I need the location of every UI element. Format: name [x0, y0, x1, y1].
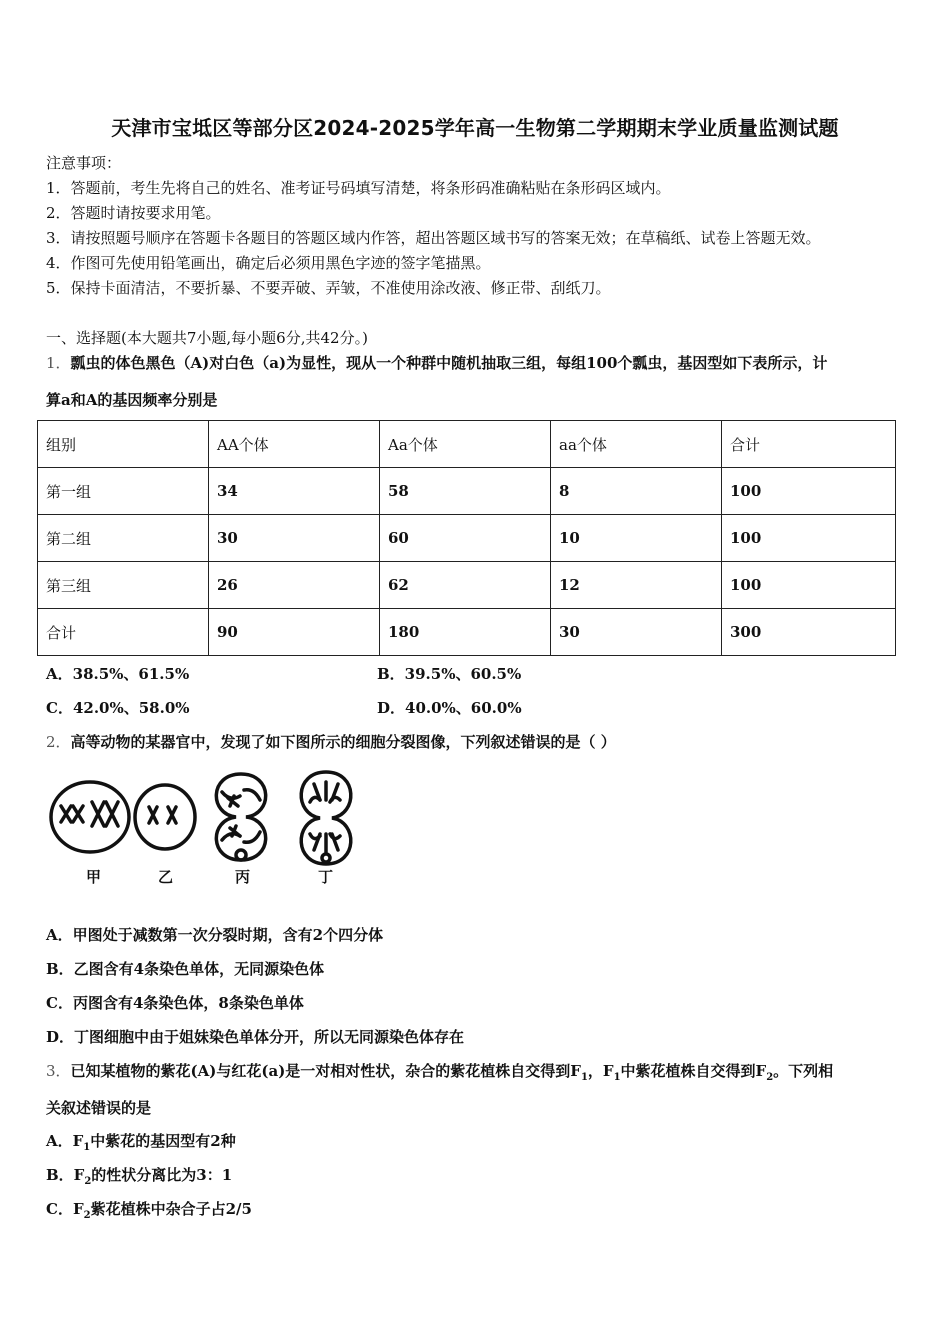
genotype-table	[37, 420, 896, 656]
table-cell: 300	[722, 609, 896, 656]
option-a-prefix: A．F	[46, 1132, 84, 1150]
table-cell: 180	[380, 609, 551, 656]
figure-label-ding: 丁	[318, 868, 334, 886]
cell-jia	[51, 782, 129, 852]
option-b-prefix: B．F	[46, 1166, 85, 1184]
table-cell: 58	[380, 468, 551, 515]
figure-label-yi: 乙	[158, 868, 174, 886]
table-header-cell: 合计	[722, 421, 896, 468]
question-1-text	[46, 352, 906, 373]
subscript: 2	[84, 1176, 92, 1187]
subscript: 1	[83, 1142, 91, 1153]
table-row	[38, 562, 896, 609]
table-cell: 100	[722, 562, 896, 609]
option-c[interactable]: C．42.0%、58.0%	[46, 699, 190, 717]
option-a[interactable]: A．甲图处于减数第一次分裂时期，含有2个四分体	[46, 926, 384, 944]
table-cell: 第一组	[38, 468, 209, 515]
option-c-prefix: C．F	[46, 1200, 84, 1218]
table-cell: 34	[209, 468, 380, 515]
table-cell: 10	[551, 515, 722, 562]
table-row	[38, 609, 896, 656]
table-cell: 12	[551, 562, 722, 609]
option-c[interactable]: C．丙图含有4条染色体，8条染色单体	[46, 994, 304, 1012]
option-b[interactable]: B．39.5%、60.5%	[377, 665, 522, 683]
subscript: 2	[83, 1210, 91, 1221]
question-2-text	[46, 731, 906, 752]
page-title: 天津市宝坻区等部分区2024-2025学年高一生物第二学期期末学业质量监测试题	[111, 116, 839, 140]
subscript: 1	[613, 1072, 621, 1083]
subscript: 1	[580, 1072, 588, 1083]
table-header-cell: Aa个体	[380, 421, 551, 468]
table-header-cell: aa个体	[551, 421, 722, 468]
table-cell: 60	[380, 515, 551, 562]
notice-item: 3．请按照题号顺序在答题卡各题目的答题区域内作答，超出答题区域书写的答案无效；在草稿纸、试卷上答题无效。	[46, 229, 821, 247]
cell-bing	[216, 774, 265, 860]
option-b-text: 的性状分离比为3：1	[91, 1166, 233, 1184]
table-header-cell: 组别	[38, 421, 209, 468]
table-cell: 100	[722, 515, 896, 562]
question-3-text	[46, 1060, 906, 1083]
option-c[interactable]	[46, 1198, 252, 1221]
cell-yi	[135, 785, 195, 849]
option-b[interactable]: B．乙图含有4条染色单体，无同源染色体	[46, 960, 325, 978]
figure-label-jia: 甲	[86, 868, 102, 886]
table-row	[38, 468, 896, 515]
option-b[interactable]	[46, 1164, 232, 1187]
table-cell: 30	[209, 515, 380, 562]
notice-item: 4．作图可先使用铅笔画出，确定后必须用黑色字迹的签字笔描黑。	[46, 254, 491, 272]
table-cell: 合计	[38, 609, 209, 656]
option-a[interactable]	[46, 1130, 236, 1153]
table-cell: 26	[209, 562, 380, 609]
table-cell: 8	[551, 468, 722, 515]
question-number: 3．	[46, 1062, 71, 1080]
table-cell: 第三组	[38, 562, 209, 609]
question-number: 1．	[46, 354, 71, 372]
option-a[interactable]: A．38.5%、61.5%	[46, 665, 190, 683]
notice-item: 5．保持卡面清洁，不要折暴、不要弄破、弄皱，不准使用涂改液、修正带、刮纸刀。	[46, 279, 611, 297]
figure-label-bing: 丙	[235, 868, 251, 886]
question-3-part: 已知某植物的紫花(A)与红花(a)是一对相对性状，杂合的紫花植株自交得到F	[70, 1062, 581, 1080]
question-3-part: 。下列相	[773, 1062, 834, 1080]
notice-item: 2．答题时请按要求用笔。	[46, 204, 221, 222]
table-header-cell: AA个体	[209, 421, 380, 468]
notice-heading: 注意事项：	[46, 154, 122, 172]
question-2-stem: 高等动物的某器官中，发现了如下图所示的细胞分裂图像，下列叙述错误的是（ ）	[70, 733, 616, 751]
question-3-part: 中紫花植株自交得到F	[620, 1062, 767, 1080]
option-c-text: 紫花植株中杂合子占2/5	[90, 1200, 252, 1218]
table-header-row	[38, 421, 896, 468]
question-3-part: ，F	[587, 1062, 614, 1080]
table-cell: 90	[209, 609, 380, 656]
question-3-line2: 关叙述错误的是	[46, 1099, 152, 1117]
question-1-line1: 瓢虫的体色黑色（A)对白色（a)为显性，现从一个种群中随机抽取三组，每组100个瓢虫，基因型如下表所示，计	[70, 354, 828, 372]
option-a-text: 中紫花的基因型有2种	[90, 1132, 236, 1150]
notice-item: 1．答题前，考生先将自己的姓名、准考证号码填写清楚，将条形码准确粘贴在条形码区域内。	[46, 179, 671, 197]
section-heading: 一、选择题(本大题共7小题,每小题6分,共42分。)	[46, 329, 368, 347]
table-cell: 第二组	[38, 515, 209, 562]
table-cell: 30	[551, 609, 722, 656]
table-row	[38, 515, 896, 562]
option-d[interactable]: D．丁图细胞中由于姐妹染色单体分开，所以无同源染色体存在	[46, 1028, 465, 1046]
table-cell: 100	[722, 468, 896, 515]
question-number: 2．	[46, 733, 71, 751]
subscript: 2	[766, 1072, 774, 1083]
cell-ding	[301, 772, 351, 864]
table-cell: 62	[380, 562, 551, 609]
option-d[interactable]: D．40.0%、60.0%	[377, 699, 522, 717]
question-1-line2: 算a和A的基因频率分别是	[46, 391, 218, 409]
